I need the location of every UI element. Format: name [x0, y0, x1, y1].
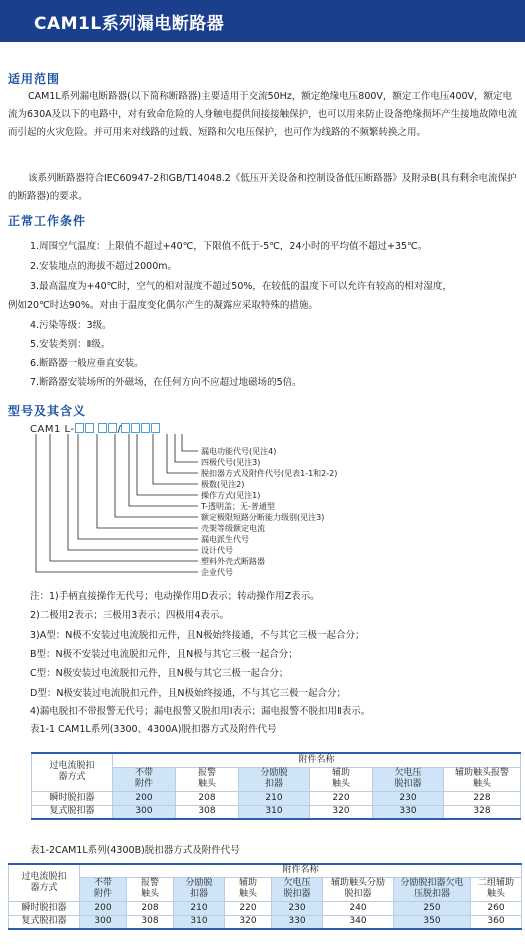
- leader-line: [167, 434, 198, 473]
- diagram-label: 额定极限短路分断能力级别(见注3): [201, 513, 325, 522]
- table-cell: 200: [80, 901, 127, 915]
- table-cell: 240: [323, 901, 394, 915]
- table-cell: 230: [373, 791, 444, 805]
- table2-col-header: 二组辅助触头: [471, 877, 522, 901]
- page-title: CAM1L系列漏电断路器: [34, 14, 225, 34]
- table1-row-header: 过电流脱扣器方式: [32, 753, 113, 791]
- table-cell: 230: [272, 901, 323, 915]
- table-cell: 220: [310, 791, 373, 805]
- table1-col-header: 欠电压脱扣器: [373, 767, 444, 791]
- diagram-label: 漏电派生代号: [201, 535, 249, 544]
- condition-5: 5.安装类别：Ⅱ级。: [30, 339, 111, 350]
- table1-col-header: 不带附件: [113, 767, 176, 791]
- diagram-label: 设计代号: [201, 546, 233, 555]
- condition-3-cont: 例如20℃时达90%。对由于温度变化偶尔产生的凝露应采取特殊的措施。: [8, 300, 318, 311]
- diagram-label: 操作方式(见注1): [201, 491, 261, 500]
- condition-7: 7.断路器安装场所的外磁场，在任何方向不应超过地磁场的5倍。: [30, 377, 302, 388]
- note-1: 注：1)手柄直接操作无代号；电动操作用D表示；转动操作用Z表示。: [30, 591, 320, 602]
- section-title-model: 型号及其含义: [8, 404, 87, 418]
- leader-line: [68, 434, 198, 550]
- table2-col-header: 分励脱扣器: [174, 877, 225, 901]
- table-cell: 320: [310, 805, 373, 819]
- table-cell: 250: [394, 901, 471, 915]
- table2-row-name: 瞬时脱扣器: [9, 901, 80, 915]
- leader-line: [78, 434, 198, 539]
- table-cell: 360: [471, 915, 522, 929]
- leader-line: [137, 434, 198, 495]
- diagram-label: T-透明盖；无-普通型: [201, 502, 275, 511]
- table1-col-header: 辅助触头报警触头: [444, 767, 521, 791]
- table-cell: 320: [225, 915, 272, 929]
- table-cell: 330: [272, 915, 323, 929]
- table2-col-header: 分励脱扣器欠电压脱扣器: [394, 877, 471, 901]
- table-1: [31, 752, 521, 820]
- note-3c: C型：N极安装过电流脱扣元件，且N极与其它三极一起合分；: [30, 668, 289, 679]
- table2-col-header: 不带附件: [80, 877, 127, 901]
- table1-col-header: 报警触头: [176, 767, 239, 791]
- condition-6: 6.断路器一般应垂直安装。: [30, 358, 144, 369]
- table2-group-header: 附件名称: [80, 864, 522, 877]
- table1-row-name: 复式脱扣器: [32, 805, 113, 819]
- leader-line: [175, 434, 198, 462]
- table2-col-header: 辅助触头分励脱扣器: [323, 877, 394, 901]
- condition-3: 3.最高温度为+40℃时，空气的相对湿度不超过50%，在较低的温度下可以允许有较高的相对湿度，: [30, 281, 452, 292]
- table-cell: 208: [127, 901, 174, 915]
- condition-1: 1.周围空气温度：上限值不超过+40℃，下限值不低于-5℃，24小时的平均值不超过+35℃。: [30, 241, 428, 252]
- diagram-label: 塑料外壳式断路器: [201, 557, 265, 566]
- table-cell: 350: [394, 915, 471, 929]
- table1-group-header: 附件名称: [113, 753, 521, 767]
- table-cell: 330: [373, 805, 444, 819]
- table-2: [8, 863, 522, 930]
- section-title-conditions: 正常工作条件: [8, 214, 87, 228]
- table-cell: 210: [239, 791, 310, 805]
- table-cell: 328: [444, 805, 521, 819]
- table2-col-header: 辅助触头: [225, 877, 272, 901]
- note-4: 4)漏电脱扣不带报警无代号；漏电报警又脱扣用Ⅰ表示；漏电报警不脱扣用Ⅱ表示。: [30, 706, 371, 717]
- table2-col-header: 欠电压脱扣器: [272, 877, 323, 901]
- note-3d: D型：N极安装过电流脱扣元件，且N极始终接通，不与其它三极一起合分；: [30, 688, 347, 699]
- leader-line: [50, 434, 198, 561]
- leader-line: [182, 434, 198, 451]
- section-title-scope: 适用范围: [8, 72, 61, 86]
- scope-paragraph-2: 该系列断路器符合IEC60947-2和GB/T14048.2《低压开关设备和控制设备低压断路器》及附录B(具有剩余电流保护的断路器)的要求。: [8, 173, 517, 202]
- table-cell: 300: [80, 915, 127, 929]
- table-cell: 308: [176, 805, 239, 819]
- table-cell: 308: [127, 915, 174, 929]
- table-cell: 260: [471, 901, 522, 915]
- table2-col-header: 报警触头: [127, 877, 174, 901]
- leader-line: [153, 434, 198, 484]
- diagram-label: 极数(见注2): [201, 480, 245, 489]
- table2-caption: 表1-2CAM1L系列(4300B)脱扣器方式及附件代号: [30, 845, 240, 856]
- table-cell: 210: [174, 901, 225, 915]
- table-cell: 220: [225, 901, 272, 915]
- leader-line: [36, 434, 198, 572]
- table-cell: 300: [113, 805, 176, 819]
- table-cell: 228: [444, 791, 521, 805]
- table-cell: 208: [176, 791, 239, 805]
- model-code-slash: /: [117, 424, 122, 435]
- note-3: 3)A型：N极不安装过电流脱扣元件，且N极始终接通，不与其它三极一起合分；: [30, 630, 365, 641]
- diagram-label: 四极代号(见注3): [201, 458, 261, 467]
- condition-4: 4.污染等级：3级。: [30, 320, 112, 331]
- diagram-label: 脱扣器方式及附件代号(见表1-1和2-2): [201, 469, 338, 478]
- table2-row-header: 过电流脱扣器方式: [9, 864, 80, 901]
- table-cell: 310: [174, 915, 225, 929]
- leader-line: [115, 434, 198, 517]
- note-3b: B型：N极不安装过电流脱扣元件，且N极与其它三极一起合分；: [30, 649, 298, 660]
- note-2: 2)二极用2表示；三极用3表示；四极用4表示。: [30, 610, 229, 621]
- diagram-label: 壳架等级额定电流: [201, 524, 265, 533]
- scope-paragraph-1: CAM1L系列漏电断路器(以下简称断路器)主要适用于交流50Hz，额定绝缘电压800V，额定工作电压400V，额定电流为630A及以下的电路中，对有致命危险的人身触电提供间接接触保护，也可以用来防止设备绝缘损坏产生接地故障电流而引起的火灾危险。并可用来对线路的过载、短路和欠电压保护，也可作为线路的不频繁转换之用。: [8, 91, 518, 138]
- leader-line: [97, 434, 198, 528]
- table1-caption: 表1-1 CAM1L系列(3300、4300A)脱扣器方式及附件代号: [30, 724, 277, 735]
- table1-col-header: 分励脱扣器: [239, 767, 310, 791]
- model-code-prefix: CAM1 L-: [30, 424, 75, 435]
- table2-row-name: 复式脱扣器: [9, 915, 80, 929]
- table-cell: 200: [113, 791, 176, 805]
- diagram-label: 企业代号: [201, 568, 233, 577]
- table1-col-header: 辅助触头: [310, 767, 373, 791]
- table1-row-name: 瞬时脱扣器: [32, 791, 113, 805]
- condition-2: 2.安装地点的海拔不超过2000m。: [30, 261, 177, 272]
- table-cell: 310: [239, 805, 310, 819]
- diagram-label: 漏电功能代号(见注4): [201, 447, 277, 456]
- table-cell: 340: [323, 915, 394, 929]
